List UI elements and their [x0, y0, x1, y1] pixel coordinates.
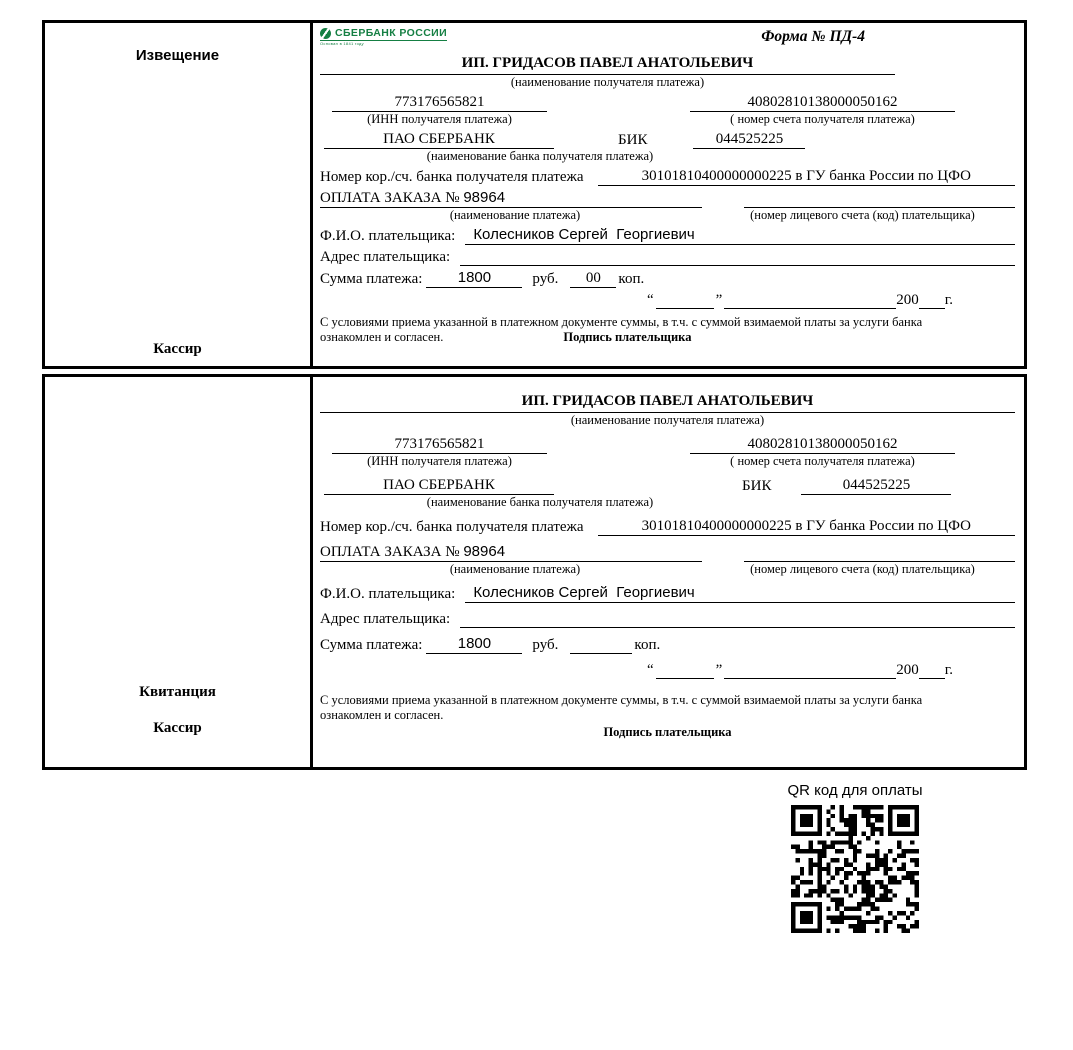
cashier-label: Кассир — [153, 720, 202, 736]
inn-value: 773176565821 — [332, 435, 547, 454]
date-row — [320, 661, 1015, 679]
day-blank-field — [656, 292, 714, 309]
inn-value: 773176565821 — [332, 93, 547, 112]
year-blank-field — [919, 292, 945, 309]
payment-name-row — [320, 189, 1015, 208]
kop-label: коп. — [618, 271, 645, 287]
agreement-line1: С условиями приема указанной в платежном документе суммы, в т.ч. с суммой взимаемой платы за услуги банка — [320, 315, 923, 329]
notice-title: Извещение — [135, 47, 220, 64]
sum-rub-value: 1800 — [426, 269, 522, 288]
bik-label: БИК — [618, 132, 648, 148]
inn-account-row — [320, 93, 1015, 127]
rub-label: руб. — [532, 637, 559, 653]
account-value: 40802810138000050162 — [690, 435, 955, 454]
bank-caption: (наименование банка получателя платежа) — [426, 495, 654, 509]
receipt-title: Квитанция — [139, 684, 216, 700]
account-caption: ( номер счета получателя платежа) — [730, 112, 915, 126]
bank-name-value: ПАО СБЕРБАНК — [324, 476, 554, 495]
signature-label: Подпись плательщика — [563, 330, 692, 344]
corr-account-label: Номер кор./сч. банка получателя платежа — [320, 169, 584, 185]
sberbank-logo — [320, 28, 447, 46]
bank-name-value: ПАО СБЕРБАНК — [324, 130, 554, 149]
payer-fio-row — [320, 584, 1015, 603]
cashier-label: Кассир — [153, 341, 202, 357]
sum-row — [320, 635, 1015, 654]
qr-block — [775, 782, 935, 933]
open-quote: “ — [646, 662, 654, 678]
payer-code-caption: (номер лицевого счета (код) плательщика) — [750, 208, 975, 222]
account-caption: ( номер счета получателя платежа) — [730, 454, 915, 468]
bank-bik-row — [320, 130, 1015, 149]
recipient-caption: (наименование получателя платежа) — [510, 75, 705, 89]
receipt-section — [42, 374, 1027, 770]
qr-code-image — [791, 805, 919, 933]
day-blank-field — [656, 662, 714, 679]
sum-row — [320, 269, 1015, 288]
notice-main — [313, 23, 1024, 366]
date-row — [320, 291, 1015, 309]
recipient-caption: (наименование получателя платежа) — [570, 413, 765, 427]
year-prefix: 200 — [896, 292, 919, 308]
open-quote: “ — [646, 292, 654, 308]
sum-label: Сумма платежа: — [320, 271, 423, 287]
payer-code-blank-field — [744, 190, 1015, 208]
inn-caption: (ИНН получателя платежа) — [367, 454, 512, 468]
year-prefix: 200 — [896, 662, 919, 678]
receipt-side-column — [45, 377, 313, 767]
address-label: Адрес плательщика: — [320, 249, 451, 265]
month-blank-field — [724, 662, 896, 679]
payment-caption: (наименование платежа) — [449, 208, 581, 222]
sberbank-logo-tagline: Основан в 1841 году — [320, 41, 364, 46]
fio-label: Ф.И.О. плательщика: — [320, 586, 456, 602]
corr-account-value: 30101810400000000225 в ГУ банка России по ЦФО — [598, 517, 1015, 536]
payer-code-caption: (номер лицевого счета (код) плательщика) — [750, 562, 975, 576]
form-number: Форма № ПД-4 — [761, 28, 865, 45]
inn-caption: (ИНН получателя платежа) — [367, 112, 512, 126]
bik-value: 044525225 — [801, 476, 951, 495]
sum-kop-value: 00 — [570, 269, 616, 288]
notice-side-column — [45, 23, 313, 366]
kop-label: коп. — [634, 637, 661, 653]
bik-label: БИК — [742, 478, 772, 494]
order-number-value: 98964 — [463, 543, 506, 560]
agreement-line2: ознакомлен и согласен. — [320, 330, 444, 344]
recipient-name: ИП. ГРИДАСОВ ПАВЕЛ АНАТОЛЬЕВИЧ — [320, 54, 895, 75]
close-quote: ” — [715, 292, 723, 308]
year-suffix: г. — [944, 662, 953, 678]
payment-caption: (наименование платежа) — [449, 562, 581, 576]
payer-address-row — [320, 248, 1015, 266]
notice-section — [42, 20, 1027, 369]
payer-address-row — [320, 610, 1015, 628]
sum-rub-value: 1800 — [426, 635, 522, 654]
corr-account-row — [320, 517, 1015, 536]
payer-address-field — [460, 265, 1015, 266]
corr-account-row — [320, 167, 1015, 186]
signature-label: Подпись плательщика — [603, 725, 732, 739]
bank-bik-row — [320, 476, 1015, 495]
inn-account-row — [320, 435, 1015, 469]
payer-fio-value: Колесников Сергей Георгиевич — [465, 226, 1015, 245]
agreement-line1: С условиями приема указанной в платежном документе суммы, в т.ч. с суммой взимаемой платы за услуги банка — [320, 693, 923, 707]
sum-kop-value — [570, 653, 632, 654]
payer-fio-value: Колесников Сергей Георгиевич — [465, 584, 1015, 603]
payment-name-label: ОПЛАТА ЗАКАЗА № — [320, 190, 460, 206]
payer-address-field — [460, 627, 1015, 628]
sberbank-logo-icon — [320, 28, 331, 39]
fio-label: Ф.И.О. плательщика: — [320, 228, 456, 244]
payer-fio-row — [320, 226, 1015, 245]
bik-value: 044525225 — [693, 130, 805, 149]
agreement-line2: ознакомлен и согласен. — [320, 708, 444, 722]
rub-label: руб. — [532, 271, 559, 287]
corr-account-label: Номер кор./сч. банка получателя платежа — [320, 519, 584, 535]
month-blank-field — [724, 292, 896, 309]
year-blank-field — [919, 662, 945, 679]
qr-label: QR код для оплаты — [787, 782, 923, 799]
corr-account-value: 30101810400000000225 в ГУ банка России по ЦФО — [598, 167, 1015, 186]
order-number-value: 98964 — [463, 189, 506, 206]
payment-name-label: ОПЛАТА ЗАКАЗА № — [320, 544, 460, 560]
header-row — [320, 28, 1015, 54]
year-suffix: г. — [944, 292, 953, 308]
sberbank-logo-text: СБЕРБАНК РОССИИ — [335, 27, 448, 40]
bank-caption: (наименование банка получателя платежа) — [426, 149, 654, 163]
payment-name-row — [320, 543, 1015, 562]
address-label: Адрес плательщика: — [320, 611, 451, 627]
sum-label: Сумма платежа: — [320, 637, 423, 653]
account-value: 40802810138000050162 — [690, 93, 955, 112]
close-quote: ” — [715, 662, 723, 678]
payer-code-blank-field — [744, 544, 1015, 562]
receipt-main — [313, 377, 1024, 767]
recipient-name: ИП. ГРИДАСОВ ПАВЕЛ АНАТОЛЬЕВИЧ — [320, 392, 1015, 413]
